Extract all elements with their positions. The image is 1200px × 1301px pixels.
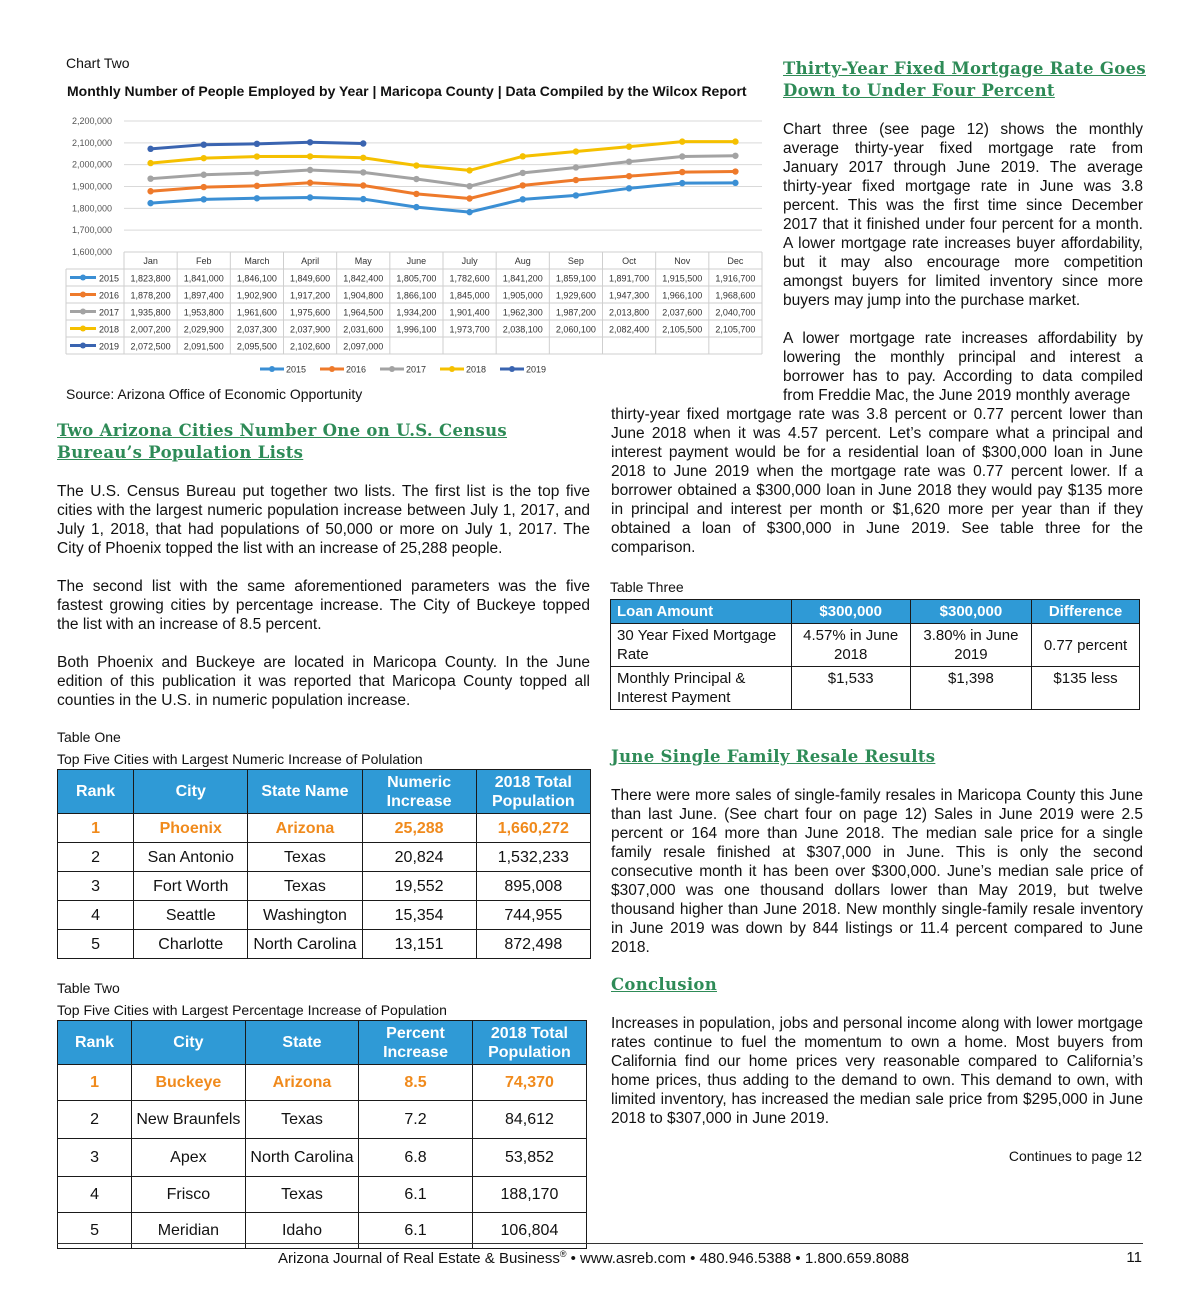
table-cell: Texas (245, 1177, 358, 1213)
table-cell: Monthly Principal & Interest Payment (611, 667, 792, 710)
data-point-2018 (520, 153, 526, 159)
data-value-label: 1,902,900 (236, 290, 277, 301)
table-series-name: 2016 (99, 290, 120, 301)
data-value-label: 1,866,100 (396, 290, 437, 301)
x-category-label: June (406, 256, 427, 266)
mortgage-rate-paragraph-2a: A lower mortgage rate increases affordability by lowering the monthly principal and interest a borrower has to pay. According to data compiled from Freddie Mac, the June 2019 monthly average (783, 330, 1143, 404)
table-cell: Texas (245, 1101, 358, 1139)
table-cell: Apex (132, 1139, 246, 1177)
data-point-2016 (307, 180, 313, 186)
data-point-2015 (466, 209, 472, 215)
data-point-2016 (520, 182, 526, 188)
data-value-label: 2,037,300 (236, 324, 277, 335)
data-point-2018 (413, 162, 419, 168)
legend-marker-2019 (509, 366, 515, 372)
x-category-label: March (244, 256, 270, 266)
table-cell: 5 (58, 1213, 132, 1249)
data-value-label: 2,037,600 (662, 307, 703, 318)
data-point-2017 (679, 153, 685, 159)
data-point-2017 (413, 176, 419, 182)
employment-line-chart (60, 110, 770, 380)
data-value-label: 2,105,500 (662, 324, 703, 335)
data-point-2017 (573, 164, 579, 170)
data-point-2019 (307, 139, 313, 145)
x-category-label: Aug (514, 256, 531, 266)
mortgage-rate-paragraph-1: Chart three (see page 12) shows the monthly average thirty-year fixed mortgage rate from January 2017 through June 2019. The average thirty-year fixed mortgage rate in June was 3.8 percent. This was the first time since December 2017 that it finished under four percent for a month. A lower mortgage rate increases buyer affordability, but it may also encourage more competition amongst buyers for limited inventory since more buyers may jump into the purchase market. (783, 121, 1143, 309)
data-point-2019 (147, 146, 153, 152)
data-point-2016 (147, 188, 153, 194)
table-cell: 188,170 (472, 1177, 586, 1213)
data-value-label: 1,841,200 (502, 273, 543, 284)
data-point-2017 (147, 175, 153, 181)
data-value-label: 1,782,600 (449, 273, 490, 284)
series-line-2018 (151, 142, 736, 171)
data-point-2016 (626, 173, 632, 179)
table-cell: 0.77 percent (1032, 624, 1140, 667)
table-one (57, 769, 591, 959)
table-three-header: $300,000 (791, 600, 910, 624)
mortgage-rate-body (783, 120, 1143, 405)
table-cell: 53,852 (472, 1139, 586, 1177)
table-cell: 74,370 (472, 1065, 586, 1101)
y-tick-label: 1,900,000 (71, 181, 112, 192)
data-point-2018 (201, 155, 207, 161)
data-value-label: 1,904,800 (343, 290, 384, 301)
table-cell: 7.2 (359, 1101, 473, 1139)
data-point-2019 (201, 141, 207, 147)
table-one-header: Rank (58, 770, 134, 814)
legend-marker-2016 (329, 366, 335, 372)
data-value-label: 1,897,400 (183, 290, 224, 301)
data-value-label: 2,040,700 (715, 307, 756, 318)
table-row (58, 843, 591, 872)
table-cell: Seattle (134, 901, 248, 930)
registered-mark: ® (559, 1249, 567, 1259)
table-cell: Fort Worth (134, 872, 248, 901)
conclusion-heading: Conclusion (611, 975, 718, 994)
table-cell: 3.80% in June 2019 (910, 624, 1031, 667)
x-category-label: Sep (567, 256, 584, 266)
data-value-label: 1,915,500 (662, 273, 703, 284)
table-cell: $135 less (1032, 667, 1140, 710)
data-value-label: 2,031,600 (343, 324, 384, 335)
data-value-label: 1,975,600 (290, 307, 331, 318)
data-point-2018 (254, 153, 260, 159)
data-point-2017 (466, 183, 472, 189)
data-value-label: 1,905,000 (502, 290, 543, 301)
data-point-2016 (201, 184, 207, 190)
data-point-2017 (626, 158, 632, 164)
data-value-label: 1,962,300 (502, 307, 543, 318)
data-value-label: 1,953,800 (183, 307, 224, 318)
data-value-label: 1,845,000 (449, 290, 490, 301)
table-row (611, 667, 1140, 710)
data-value-label: 2,072,500 (130, 341, 171, 352)
table-row (58, 814, 591, 843)
table-row (58, 1101, 587, 1139)
data-value-label: 1,841,000 (183, 273, 224, 284)
legend-label-2015: 2015 (286, 364, 307, 375)
data-point-2015 (254, 195, 260, 201)
footer-divider (57, 1243, 1143, 1244)
page-number: 11 (1126, 1249, 1142, 1266)
y-tick-label: 1,600,000 (71, 247, 112, 257)
table-two-header: Percent Increase (359, 1021, 473, 1065)
table-two-label: Table Two (57, 980, 120, 996)
y-tick-label: 2,000,000 (71, 159, 112, 170)
table-row (58, 872, 591, 901)
table-cell: 4 (58, 901, 134, 930)
table-cell: Meridian (132, 1213, 246, 1249)
data-point-2018 (307, 153, 313, 159)
legend-marker-2018 (449, 366, 455, 372)
table-cell: 3 (58, 872, 134, 901)
data-value-label: 1,859,100 (555, 273, 596, 284)
data-point-2018 (679, 138, 685, 144)
data-value-label: 1,968,600 (715, 290, 756, 301)
data-value-label: 1,842,400 (343, 273, 384, 284)
data-value-label: 1,966,100 (662, 290, 703, 301)
data-point-2015 (307, 194, 313, 200)
data-value-label: 1,849,600 (290, 273, 331, 284)
table-cell: 1 (58, 1065, 132, 1101)
data-value-label: 1,935,800 (130, 307, 171, 318)
data-value-label: 2,007,200 (130, 324, 171, 335)
data-value-label: 1,901,400 (449, 307, 490, 318)
data-value-label: 1,934,200 (396, 307, 437, 318)
data-value-label: 2,091,500 (183, 341, 224, 352)
data-point-2019 (360, 140, 366, 146)
data-point-2016 (732, 168, 738, 174)
x-category-label: Feb (195, 256, 212, 266)
legend-label-2019: 2019 (526, 364, 547, 375)
legend-marker-2015 (269, 366, 275, 372)
data-point-2016 (466, 195, 472, 201)
data-point-2015 (679, 180, 685, 186)
data-point-2019 (254, 141, 260, 147)
table-cell: 84,612 (472, 1101, 586, 1139)
table-row (58, 1177, 587, 1213)
data-value-label: 2,037,900 (290, 324, 331, 335)
table-legend-marker (80, 275, 86, 281)
data-value-label: 1,805,700 (396, 273, 437, 284)
table-cell: 744,955 (476, 901, 590, 930)
table-row (58, 1065, 587, 1101)
continues-note: Continues to page 12 (1008, 1148, 1142, 1164)
table-cell: 5 (58, 930, 134, 959)
data-value-label: 1,891,700 (609, 273, 650, 284)
table-one-header: Numeric Increase (362, 770, 476, 814)
data-point-2015 (360, 196, 366, 202)
census-paragraph-1: The U.S. Census Bureau put together two lists. The first list is the top five cities with the largest numeric population increase between July 1, 2017, and July 1, 2018, that had populations of 50,000 or more on July 1, 2017. The City of Phoenix topped the list with an increase of 25,288 people. (57, 483, 590, 557)
table-cell: 1 (58, 814, 134, 843)
data-point-2016 (254, 183, 260, 189)
table-cell: 15,354 (362, 901, 476, 930)
data-value-label: 2,097,000 (343, 341, 384, 352)
table-two-caption: Top Five Cities with Largest Percentage Increase of Population (57, 1002, 447, 1018)
table-three (610, 599, 1140, 710)
table-cell: 2 (58, 1101, 132, 1139)
data-value-label: 2,102,600 (290, 341, 331, 352)
data-value-label: 2,060,100 (555, 324, 596, 335)
data-value-label: 1,964,500 (343, 307, 384, 318)
data-point-2018 (466, 167, 472, 173)
table-cell: 4.57% in June 2018 (791, 624, 910, 667)
table-cell: San Antonio (134, 843, 248, 872)
data-point-2017 (732, 153, 738, 159)
table-cell: Frisco (132, 1177, 246, 1213)
table-cell: Charlotte (134, 930, 248, 959)
table-cell: 25,288 (362, 814, 476, 843)
data-point-2018 (573, 148, 579, 154)
x-category-label: Jan (143, 256, 158, 266)
data-point-2017 (254, 170, 260, 176)
x-category-label: May (354, 256, 372, 266)
data-point-2015 (147, 200, 153, 206)
data-point-2018 (360, 155, 366, 161)
legend-marker-2017 (389, 366, 395, 372)
data-value-label: 2,013,800 (609, 307, 650, 318)
mortgage-rate-heading: Thirty-Year Fixed Mortgage Rate Goes Down to Under Four Percent (783, 59, 1146, 100)
table-two-header: State (245, 1021, 358, 1065)
data-value-label: 2,029,900 (183, 324, 224, 335)
table-cell: 4 (58, 1177, 132, 1213)
resale-heading: June Single Family Resale Results (611, 747, 936, 766)
legend-label-2016: 2016 (346, 364, 367, 375)
legend-label-2017: 2017 (406, 364, 427, 375)
table-three-label: Table Three (610, 579, 684, 595)
data-point-2018 (147, 160, 153, 166)
table-row (611, 624, 1140, 667)
table-cell: $1,533 (791, 667, 910, 710)
table-cell: Arizona (245, 1065, 358, 1101)
data-value-label: 1,917,200 (290, 290, 331, 301)
data-point-2015 (520, 196, 526, 202)
table-three-header: Loan Amount (611, 600, 792, 624)
legend-label-2018: 2018 (466, 364, 487, 375)
table-cell: 895,008 (476, 872, 590, 901)
table-one-header: 2018 Total Population (476, 770, 590, 814)
table-cell: North Carolina (245, 1139, 358, 1177)
table-row (58, 930, 591, 959)
table-cell: Idaho (245, 1213, 358, 1249)
series-line-2017 (151, 156, 736, 186)
data-point-2018 (732, 138, 738, 144)
census-paragraph-2: The second list with the same aforementioned parameters was the five fastest growing cities by percentage increase. The City of Buckeye topped the list with an increase of 8.5 percent. (57, 578, 590, 633)
table-three-header: $300,000 (910, 600, 1031, 624)
x-category-label: Dec (727, 256, 744, 266)
data-point-2016 (679, 169, 685, 175)
chart-source: Source: Arizona Office of Economic Opportunity (66, 386, 363, 402)
data-value-label: 1,916,700 (715, 273, 756, 284)
y-tick-label: 1,800,000 (71, 203, 112, 214)
table-cell: 106,804 (472, 1213, 586, 1249)
data-value-label: 2,095,500 (236, 341, 277, 352)
table-cell: 30 Year Fixed Mortgage Rate (611, 624, 792, 667)
table-cell: Buckeye (132, 1065, 246, 1101)
table-one-caption: Top Five Cities with Largest Numeric Increase of Polulation (57, 751, 423, 767)
table-one-header: State Name (248, 770, 362, 814)
data-point-2017 (307, 167, 313, 173)
table-cell: 872,498 (476, 930, 590, 959)
table-row (58, 1139, 587, 1177)
table-cell: 1,532,233 (476, 843, 590, 872)
data-point-2015 (573, 192, 579, 198)
data-point-2016 (573, 177, 579, 183)
census-body (57, 482, 590, 729)
y-tick-label: 2,100,000 (71, 137, 112, 148)
table-legend-marker (80, 343, 86, 349)
table-cell: 3 (58, 1139, 132, 1177)
table-cell: 13,151 (362, 930, 476, 959)
data-value-label: 1,947,300 (609, 290, 650, 301)
y-tick-label: 1,700,000 (71, 225, 112, 236)
table-cell: 6.8 (359, 1139, 473, 1177)
table-one-header: City (134, 770, 248, 814)
table-series-name: 2018 (99, 324, 120, 335)
x-category-label: Oct (622, 256, 637, 266)
publication-contact: • www.asreb.com • 480.946.5388 • 1.800.659.8088 (566, 1250, 910, 1267)
conclusion-paragraph: Increases in population, jobs and personal income along with lower mortgage rates continue to fuel the momentum to own a home. Most buyers from California find our home prices very reasonable compared to California’s home prices, thus adding to the demand to own. This demand to own, with limited inventory, has increased the median sale price from $295,000 in June 2018 to $307,000 in June 2019. (611, 1015, 1143, 1127)
data-point-2015 (626, 185, 632, 191)
publication-name: Arizona Journal of Real Estate & Business (278, 1250, 560, 1267)
table-cell: New Braunfels (132, 1101, 246, 1139)
x-category-label: Nov (674, 256, 691, 266)
census-heading: Two Arizona Cities Number One on U.S. Census Bureau’s Population Lists (57, 421, 508, 462)
table-cell: $1,398 (910, 667, 1031, 710)
data-point-2017 (201, 172, 207, 178)
table-cell: 19,552 (362, 872, 476, 901)
census-paragraph-3: Both Phoenix and Buckeye are located in Maricopa County. In the June edition of this publication it was reported that Maricopa County topped all counties in the U.S. in numeric population increase. (57, 654, 590, 709)
data-point-2015 (732, 180, 738, 186)
table-series-name: 2015 (99, 273, 120, 284)
table-legend-marker (80, 292, 86, 298)
data-value-label: 1,987,200 (555, 307, 596, 318)
data-point-2015 (413, 204, 419, 210)
data-value-label: 1,929,600 (555, 290, 596, 301)
data-value-label: 2,038,100 (502, 324, 543, 335)
data-value-label: 2,082,400 (609, 324, 650, 335)
table-series-name: 2017 (99, 307, 120, 318)
table-cell: 1,660,272 (476, 814, 590, 843)
table-row (58, 901, 591, 930)
table-cell: North Carolina (248, 930, 362, 959)
data-value-label: 1,973,700 (449, 324, 490, 335)
y-tick-label: 2,200,000 (71, 116, 112, 126)
data-point-2015 (201, 196, 207, 202)
data-point-2017 (520, 170, 526, 176)
table-cell: 6.1 (359, 1177, 473, 1213)
table-two-header: 2018 Total Population (472, 1021, 586, 1065)
table-cell: 20,824 (362, 843, 476, 872)
data-point-2016 (360, 182, 366, 188)
table-cell: Texas (248, 843, 362, 872)
data-value-label: 1,846,100 (236, 273, 277, 284)
data-value-label: 1,878,200 (130, 290, 171, 301)
data-point-2017 (360, 169, 366, 175)
table-one-label: Table One (57, 729, 121, 745)
data-point-2016 (413, 191, 419, 197)
chart-title: Monthly Number of People Employed by Year | Maricopa County | Data Compiled by the Wilcox Report (67, 83, 747, 99)
data-value-label: 1,996,100 (396, 324, 437, 335)
table-cell: 8.5 (359, 1065, 473, 1101)
table-legend-marker (80, 309, 86, 315)
table-cell: Phoenix (134, 814, 248, 843)
data-value-label: 1,823,800 (130, 273, 171, 284)
footer-publication (278, 1249, 909, 1267)
x-category-label: July (461, 256, 478, 266)
chart-label: Chart Two (66, 55, 130, 71)
data-point-2018 (626, 143, 632, 149)
table-cell: Washington (248, 901, 362, 930)
resale-paragraph: There were more sales of single-family resales in Maricopa County this June than last June. (See chart four on page 12) Sales in June 2019 were 2.5 percent or 164 more than June 2018. The median sale price for a single family resale finished at $307,000 in June. This is only the second consecutive month it has been over $300,000. June’s median sale price of $307,000 was one thousand dollars lower than May 2019, but twelve thousand higher than June 2018. New monthly single-family resale inventory in June 2019 was down by 844 listings or 11.4 percent compared to June 2018. (611, 787, 1143, 956)
mortgage-rate-paragraph-2b: thirty-year fixed mortgage rate was 3.8 percent or 0.77 percent lower than June 2018 when it was 4.57 percent. Let’s compare what a principal and interest payment would be for a residential loan of $300,000 loan in June 2018 to June 2019 when the mortgage rate was 0.77 percent lower. If a borrower obtained a $300,000 loan in June 2018 they would pay $135 more in principal and interest per month or $1,620 more per year than if they obtained a loan of $300,000 in June 2019. See table three for the comparison. (611, 406, 1143, 556)
table-two-header: Rank (58, 1021, 132, 1065)
data-value-label: 2,105,700 (715, 324, 756, 335)
table-legend-marker (80, 326, 86, 332)
x-category-label: April (301, 256, 320, 266)
table-two-header: City (132, 1021, 246, 1065)
table-cell: Texas (248, 872, 362, 901)
table-series-name: 2019 (99, 341, 120, 352)
data-value-label: 1,961,600 (236, 307, 277, 318)
table-cell: 6.1 (359, 1213, 473, 1249)
table-two (57, 1020, 587, 1249)
table-cell: Arizona (248, 814, 362, 843)
table-three-header: Difference (1032, 600, 1140, 624)
table-cell: 2 (58, 843, 134, 872)
